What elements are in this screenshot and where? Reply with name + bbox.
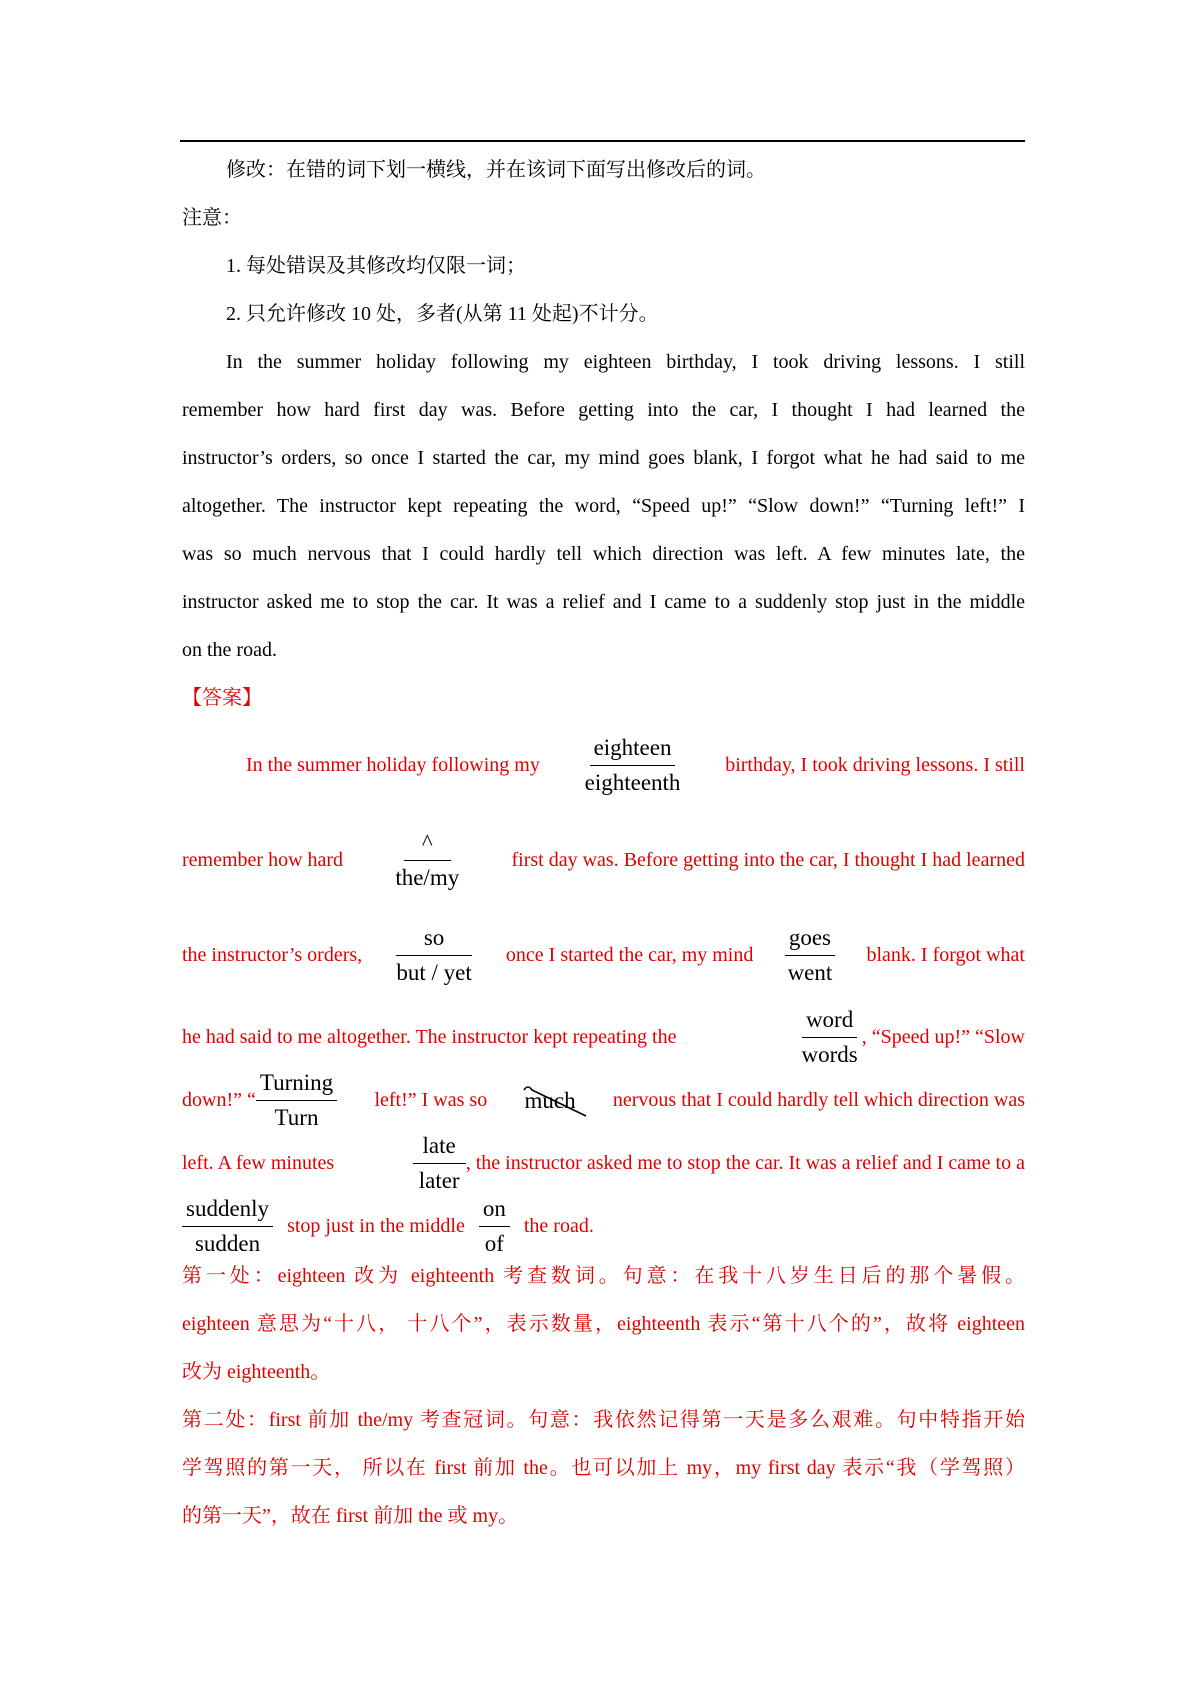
correction-4	[784, 923, 837, 988]
explanation-line-5: 学驾照的第一天， 所以在 first 前加 the。也可以加上 my，my first day 表示“我（学驾照）	[182, 1457, 1025, 1479]
correction-fix: went	[787, 960, 833, 985]
answer-text: remember how hard	[182, 849, 344, 871]
correction-1	[581, 733, 685, 798]
rule-2: 2. 只允许修改 10 处，多者(从第 11 处起)不计分。	[226, 303, 659, 325]
header-rule	[180, 140, 1025, 142]
passage-line-7: on the road.	[182, 639, 277, 661]
answer-text: , “Speed up!” “Slow	[861, 1026, 1025, 1048]
answer-label: 【答案】	[182, 687, 262, 709]
instruction-modify: 修改：在错的词下划一横线，并在该词下面写出修改后的词。	[226, 159, 766, 181]
answer-text: nervous that I could hardly tell which direction was	[612, 1089, 1025, 1111]
deleted-word: much	[524, 1087, 576, 1113]
answer-text: he had said to me altogether. The instructor kept repeating the	[182, 1026, 677, 1048]
correction-fix: later	[418, 1168, 460, 1193]
correction-5	[797, 1005, 861, 1070]
correction-fix: of	[484, 1231, 504, 1256]
answer-line-3	[182, 923, 1025, 988]
correction-fix: eighteenth	[584, 770, 681, 795]
answer-line-5	[182, 1068, 1025, 1133]
correction-original: so	[396, 923, 472, 956]
answer-line-6	[182, 1131, 1025, 1196]
answer-line-1	[182, 733, 1025, 798]
answer-text: the instructor’s orders,	[182, 944, 363, 966]
answer-text: stop just in the middle	[287, 1215, 465, 1237]
correction-fix: Turn	[274, 1105, 319, 1130]
correction-original: Turning	[256, 1068, 337, 1101]
correction-6	[256, 1068, 337, 1133]
answer-text: the road.	[523, 1215, 594, 1237]
answer-line-2	[182, 828, 1025, 893]
correction-7-deleted-word	[524, 1088, 575, 1114]
passage-line-4: altogether. The instructor kept repeating the word, “Speed up!” “Slow down!” “Turning left!” I	[182, 495, 1025, 517]
answer-text: blank. I forgot what	[866, 944, 1025, 966]
correction-fix: sudden	[194, 1231, 261, 1256]
rule-1: 1. 每处错误及其修改均仅限一词；	[226, 255, 526, 277]
passage-line-1: In the summer holiday following my eighteen birthday, I took driving lessons. I still	[226, 351, 1025, 373]
answer-text: first day was. Before getting into the car, I thought I had learned	[511, 849, 1025, 871]
strike-mark	[520, 1082, 590, 1122]
explanation-line-3: 改为 eighteenth。	[182, 1361, 331, 1383]
explanation-line-2: eighteen 意思为“十八， 十八个”，表示数量，eighteenth 表示“第十八个的”，故将 eighteen	[182, 1313, 1025, 1335]
answer-line-7	[182, 1194, 1025, 1259]
passage-line-6: instructor asked me to stop the car. It was a relief and I came to a suddenly stop just in the middle	[182, 591, 1025, 613]
correction-original: goes	[785, 923, 835, 956]
correction-2	[391, 828, 463, 893]
correction-10	[479, 1194, 510, 1259]
answer-text: left!” I was so	[374, 1089, 488, 1111]
answer-text: down!” “	[182, 1089, 256, 1111]
correction-8	[413, 1131, 466, 1196]
passage-line-5: was so much nervous that I could hardly tell which direction was left. A few minutes late, the	[182, 543, 1025, 565]
correction-fix: but / yet	[396, 960, 472, 985]
correction-original: eighteen	[590, 733, 676, 766]
answer-line-4	[182, 1005, 1025, 1070]
correction-original: suddenly	[182, 1194, 273, 1227]
note-label: 注意：	[182, 207, 242, 229]
correction-original: ^	[404, 828, 451, 861]
answer-text: left. A few minutes	[182, 1152, 335, 1174]
answer-text: birthday, I took driving lessons. I still	[725, 754, 1025, 776]
correction-fix: the/my	[395, 865, 460, 890]
correction-fix: words	[801, 1042, 858, 1067]
explanation-line-4: 第二处：first 前加 the/my 考查冠词。句意：我依然记得第一天是多么艰难。句中特指开始	[182, 1409, 1025, 1431]
explanation-line-1: 第一处：eighteen 改为 eighteenth 考查数词。句意：在我十八岁生日后的那个暑假。	[182, 1265, 1025, 1287]
correction-original: on	[479, 1194, 510, 1227]
passage-line-3: instructor’s orders, so once I started the car, my mind goes blank, I forgot what he had said to me	[182, 447, 1025, 469]
explanation-line-6: 的第一天”，故在 first 前加 the 或 my。	[182, 1505, 519, 1527]
correction-original: late	[413, 1131, 466, 1164]
correction-3	[392, 923, 475, 988]
answer-text: once I started the car, my mind	[505, 944, 754, 966]
answer-text: In the summer holiday following my	[246, 754, 540, 776]
correction-9	[182, 1194, 273, 1259]
correction-original: word	[802, 1005, 857, 1038]
passage-line-2: remember how hard first day was. Before getting into the car, I thought I had learned the	[182, 399, 1025, 421]
answer-text: , the instructor asked me to stop the car. It was a relief and I came to a	[465, 1152, 1025, 1174]
